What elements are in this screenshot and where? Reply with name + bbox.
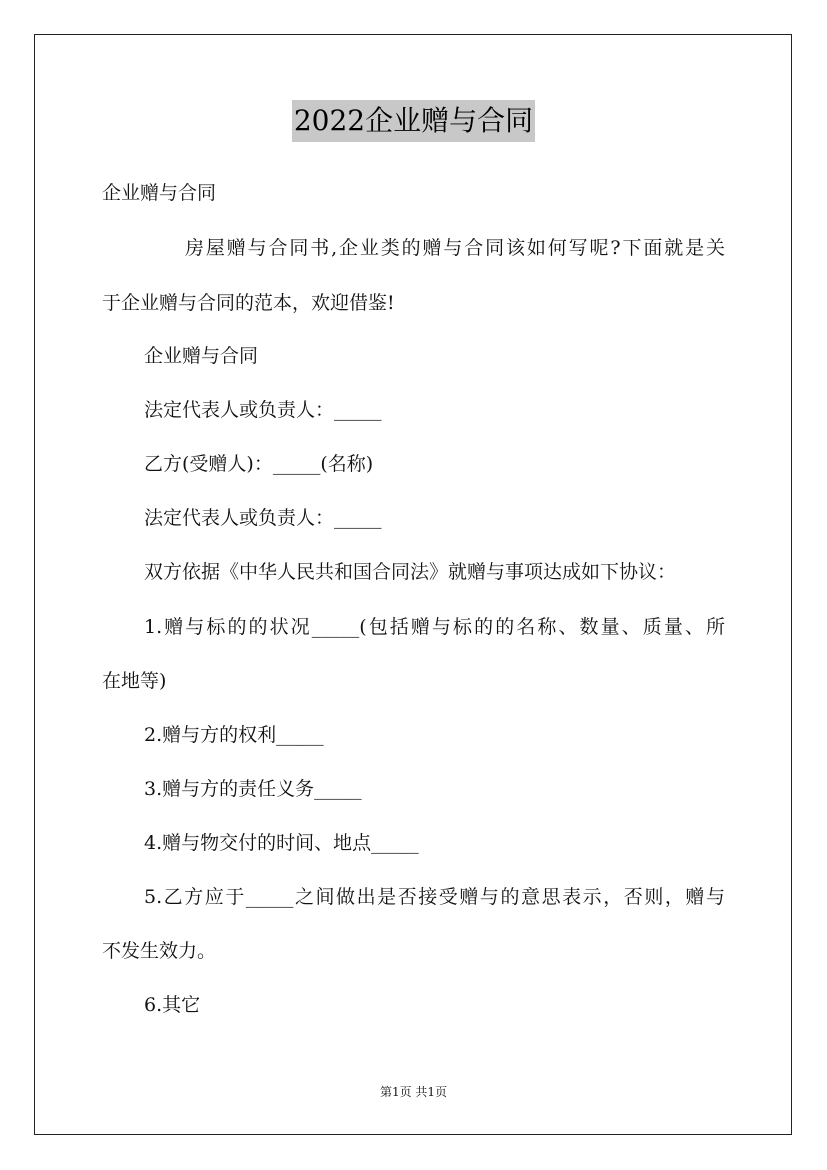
clause-6: 6.其它 <box>144 994 201 1016</box>
contract-heading: 企业赠与合同 <box>144 345 259 367</box>
party-a-representative: 法定代表人或负责人：_____ <box>144 399 382 421</box>
title-container <box>0 100 827 142</box>
agreement-intro: 双方依据《中华人民共和国合同法》就赠与事项达成如下协议： <box>144 561 677 583</box>
clause-1-line-1: 1.赠与标的的状况_____(包括赠与标的的名称、数量、质量、所 <box>144 616 725 638</box>
party-b: 乙方(受赠人)：_____(名称) <box>144 453 374 475</box>
intro-line-2: 于企业赠与合同的范本，欢迎借鉴! <box>102 292 395 314</box>
clause-5-line-1: 5.乙方应于_____之间做出是否接受赠与的意思表示，否则，赠与 <box>144 886 725 908</box>
clause-5-line-2: 不发生效力。 <box>102 940 217 962</box>
clause-1-line-2: 在地等) <box>102 670 167 692</box>
page-number: 第1页 共1页 <box>379 1085 448 1099</box>
clause-4: 4.赠与物交付的时间、地点_____ <box>144 832 419 854</box>
clause-3: 3.赠与方的责任义务_____ <box>144 778 362 800</box>
clause-2: 2.赠与方的权利_____ <box>144 724 324 746</box>
intro-line-1: 房屋赠与合同书,企业类的赠与合同该如何写呢?下面就是关 <box>185 237 725 259</box>
party-b-representative: 法定代表人或负责人：_____ <box>144 507 382 529</box>
document-title: 2022企业赠与合同 <box>292 100 535 142</box>
document-subtitle: 企业赠与合同 <box>102 182 217 204</box>
